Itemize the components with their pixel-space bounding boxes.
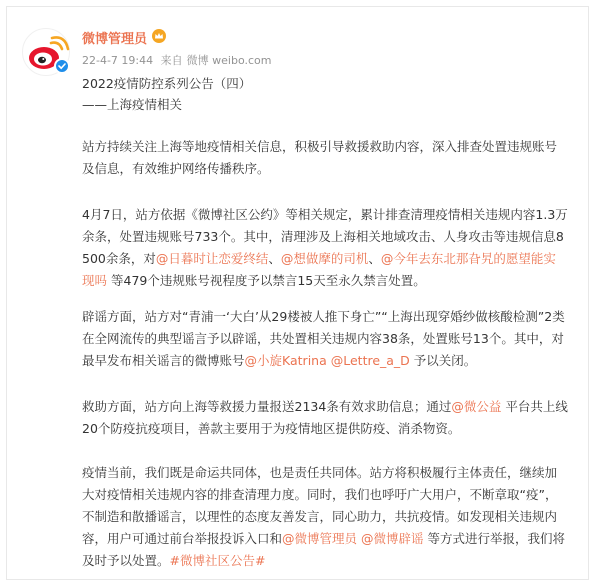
paragraph-text: 辟谣方面，站方对“青浦一‘大白’从29楼被人推下身亡”“上海出现穿婚纱做核酸检测”2类在全网流传的典型谣言予以辟谣，共处置相关违规内容38条，处置账号13个。其中，对最早发布相关谣言的微博账号 xyxy=(82,309,565,368)
paragraph-text: 等方式进行举报，我们将及时予以处置。 xyxy=(82,531,566,568)
hashtag-link[interactable]: #微博社区公告# xyxy=(169,553,266,568)
post-source: 微博 weibo.com xyxy=(186,54,272,67)
mention-link[interactable]: @微博管理员 xyxy=(282,531,358,546)
separator: 、 xyxy=(368,251,381,266)
paragraph-text: 疫情当前，我们既是命运共同体，也是责任共同体。站方将积极履行主体责任，继续加大对疫情相关违规内容的排查清理力度。同时，我们也呼吁广大用户，不断章取“疫”，不制造和散播谣言，以理性的态度友善发言，同心助力，共抗疫情。如发现相关违规内容，用户可通过前台举报投诉入口和 xyxy=(82,465,558,546)
paragraph-text: 等479个违规账号视程度予以禁言15天至永久禁言处置。 xyxy=(107,273,426,288)
separator: 、 xyxy=(268,251,281,266)
mention-link[interactable]: @日暮时让恋爱终结 xyxy=(155,251,269,266)
paragraph-rumor xyxy=(82,306,568,372)
verified-badge-icon xyxy=(54,58,70,74)
post-title: 2022疫情防控系列公告（四） xyxy=(82,76,252,91)
paragraph-text: 予以关闭。 xyxy=(409,353,477,368)
paragraph-intro: 站方持续关注上海等地疫情相关信息，积极引导救援救助内容，深入排查处置违规账号及信息，有效维护网络传播秩序。 xyxy=(82,139,558,176)
crown-icon xyxy=(152,29,166,43)
paragraph-text: 救助方面，站方向上海等救援力量报送2134条有效求助信息；通过 xyxy=(82,399,452,414)
paragraph-cleanup xyxy=(82,204,568,292)
mention-link[interactable]: @小旋Katrina xyxy=(244,353,327,368)
paragraph-closing xyxy=(82,462,568,572)
source-prefix: 来自 xyxy=(160,54,183,67)
paragraph-text: 平台共上线20个防疫抗疫项目，善款主要用于为疫情地区提供防疫、消杀物资。 xyxy=(82,399,568,436)
post-time[interactable]: 22-4-7 19:44 xyxy=(82,54,154,67)
mention-link[interactable]: @微公益 xyxy=(451,399,502,414)
paragraph-text: 4月7日，站方依据《微博社区公约》等相关规定，累计排查清理疫情相关违规内容1.3万余条，处置违规账号733个。其中，清理涉及上海相关地域攻击、人身攻击等违规信息8500余条，对 xyxy=(82,207,568,266)
paragraph-rescue xyxy=(82,396,568,440)
mention-link[interactable]: @今年去东北那旮旯的愿望能实现吗 xyxy=(82,251,556,288)
mention-link[interactable]: @微博辟谣 xyxy=(361,531,424,546)
post-meta xyxy=(82,52,275,68)
post-subtitle: ——上海疫情相关 xyxy=(82,97,183,112)
username[interactable]: 微博管理员 xyxy=(82,32,148,47)
mention-link[interactable]: @想做摩的司机 xyxy=(280,251,369,266)
mention-link[interactable]: @Lettre_a_D xyxy=(330,353,410,368)
